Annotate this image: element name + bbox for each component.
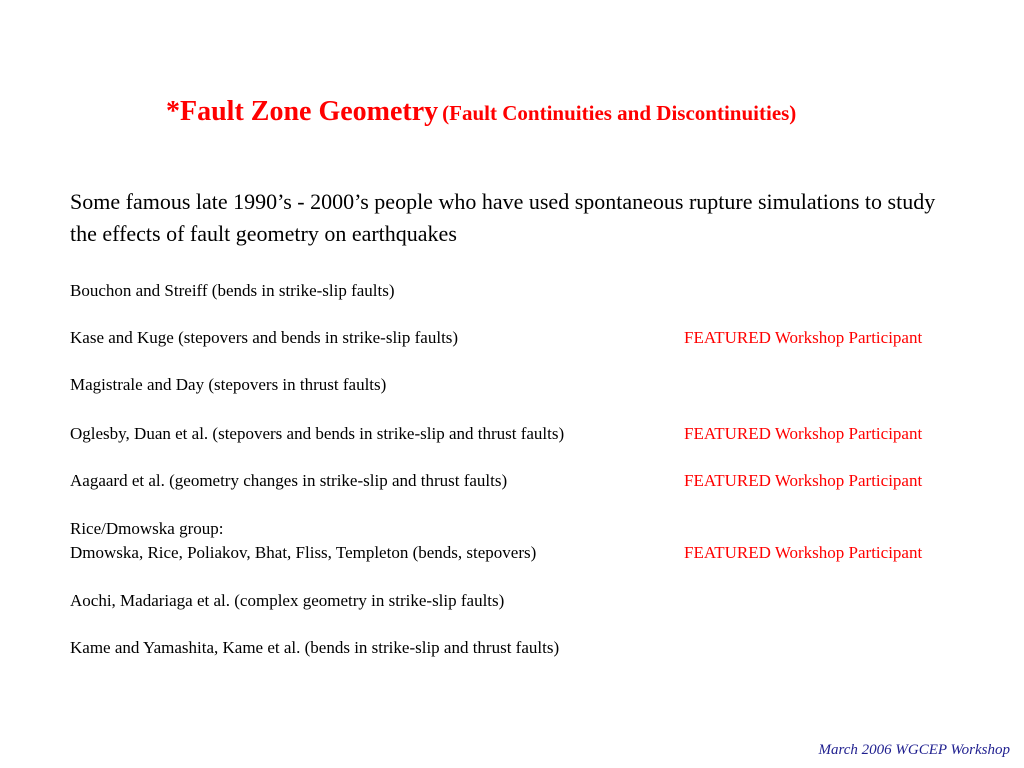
entry-kame-yamashita: Kame and Yamashita, Kame et al. (bends in strike-slip and thrust faults) [70, 638, 560, 657]
entry-oglesby-duan: Oglesby, Duan et al. (stepovers and bends in strike-slip and thrust faults) [70, 424, 565, 443]
featured-label-aagaard: FEATURED Workshop Participant [684, 471, 923, 490]
entry-dmowska-rice: Dmowska, Rice, Poliakov, Bhat, Fliss, Templeton (bends, stepovers) [70, 543, 537, 562]
featured-label-dmowska-rice: FEATURED Workshop Participant [684, 543, 923, 562]
featured-label-kase-kuge: FEATURED Workshop Participant [684, 328, 923, 347]
entry-bouchon-streiff: Bouchon and Streiff (bends in strike-slip faults) [70, 281, 395, 300]
slide-title-subtitle: (Fault Continuities and Discontinuities) [442, 101, 797, 125]
entry-rice-dmowska-group: Rice/Dmowska group: [70, 519, 224, 538]
entry-magistrale-day: Magistrale and Day (stepovers in thrust faults) [70, 375, 387, 394]
entry-aochi-madariaga: Aochi, Madariaga et al. (complex geometry in strike-slip faults) [70, 591, 505, 610]
intro-paragraph: Some famous late 1990’s - 2000’s people who have used spontaneous rupture simulations to study the effects of fault geometry on earthquakes [70, 189, 936, 246]
entry-kase-kuge: Kase and Kuge (stepovers and bends in strike-slip faults) [70, 328, 459, 347]
slide-title-main: *Fault Zone Geometry [166, 96, 439, 127]
slide-title [166, 96, 796, 128]
featured-label-oglesby-duan: FEATURED Workshop Participant [684, 424, 923, 443]
entry-aagaard: Aagaard et al. (geometry changes in strike-slip and thrust faults) [70, 471, 508, 490]
footer-note: March 2006 WGCEP Workshop [818, 742, 1010, 758]
